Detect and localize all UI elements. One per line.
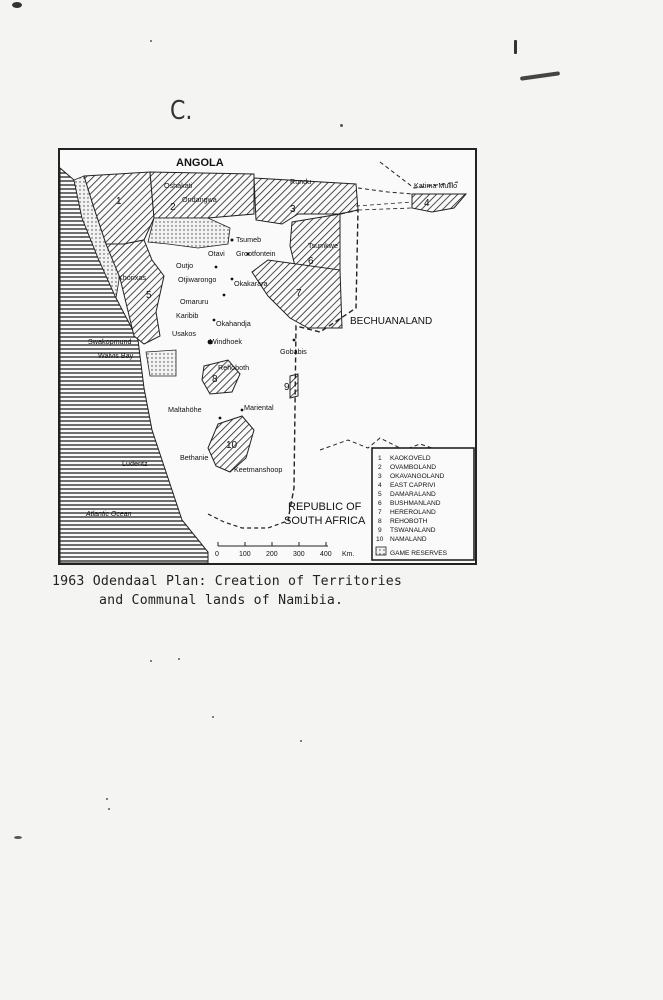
- legend-label-8: REHOBOTH: [390, 518, 428, 525]
- scale-tick-400: 400: [320, 551, 332, 558]
- scan-speck: [212, 716, 214, 718]
- legend-game-reserves: GAME RESERVES: [390, 550, 448, 557]
- scan-speck: [178, 658, 180, 660]
- scan-speck: [150, 660, 152, 662]
- legend-number-3: 3: [378, 473, 382, 480]
- town-karibib: Karibib: [176, 311, 199, 320]
- caption-line-2: and Communal lands of Namibia.: [99, 593, 344, 608]
- legend-number-2: 2: [378, 464, 382, 471]
- section-letter: C.: [169, 96, 193, 126]
- region-number-6: 6: [308, 256, 314, 267]
- region-number-2: 2: [170, 202, 176, 213]
- map-legend: [372, 448, 474, 560]
- town-grootfontein: Grootfontein: [236, 249, 276, 258]
- legend-label-6: BUSHMANLAND: [390, 500, 441, 507]
- legend-number-1: 1: [378, 455, 382, 462]
- scan-speck: [150, 40, 152, 42]
- town-rehoboth: Rehoboth: [218, 363, 250, 372]
- region-number-8: 8: [212, 374, 218, 385]
- region-number-1: 1: [116, 196, 122, 207]
- legend-number-7: 7: [378, 509, 382, 516]
- town-katima-mulilo: Katima Mulilo: [414, 181, 458, 190]
- legend-label-1: KAOKOVELD: [390, 455, 431, 462]
- legend-game-reserve-swatch: [376, 547, 386, 555]
- etosha-game-reserve: [148, 218, 230, 248]
- town-keetmanshoop: Keetmanshoop: [234, 465, 283, 474]
- scale-unit: Km.: [342, 551, 355, 558]
- map-caption: [52, 572, 492, 610]
- legend-label-9: TSWANALAND: [390, 527, 436, 534]
- town-mariental: Mariental: [244, 403, 274, 412]
- legend-label-4: EAST CAPRIVI: [390, 482, 436, 489]
- label-bechuanaland: BECHUANALAND: [350, 316, 433, 327]
- scan-speck: [340, 124, 343, 127]
- town-ondangwa: Ondangwa: [182, 195, 217, 204]
- scale-tick-200: 200: [266, 551, 278, 558]
- scan-speck: [108, 808, 110, 810]
- region-number-3: 3: [290, 204, 296, 215]
- region-number-9: 9: [284, 382, 290, 393]
- scan-speck: [106, 798, 108, 800]
- town-walvis-bay: Walvis Bay: [98, 351, 134, 360]
- town-otavi: Otavi: [208, 249, 225, 258]
- scan-speck: [514, 40, 517, 54]
- label-rsa-line1: REPUBLIC OF: [288, 501, 362, 513]
- town-okakarara: Okakarara: [234, 279, 268, 288]
- legend-number-5: 5: [378, 491, 382, 498]
- label-angola: ANGOLA: [176, 157, 224, 169]
- town-bethanie: Bethanie: [180, 453, 209, 462]
- town-gobabis: Gobabis: [280, 347, 307, 356]
- region-tswanaland: [290, 374, 298, 398]
- region-number-10: 10: [226, 440, 238, 451]
- town-luderitz: Luderitz: [122, 459, 148, 468]
- town-otjiwarongo: Otjiwarongo: [178, 275, 217, 284]
- legend-label-7: HEREROLAND: [390, 509, 436, 516]
- caption-line-1: 1963 Odendaal Plan: Creation of Territories: [52, 574, 403, 589]
- scan-speck: [300, 740, 302, 742]
- scale-tick-100: 100: [239, 551, 251, 558]
- legend-label-2: OVAMBOLAND: [390, 464, 437, 471]
- town-okahandja: Okahandja: [216, 319, 251, 328]
- scale-tick-300: 300: [293, 551, 305, 558]
- town-omaruru: Omaruru: [180, 297, 209, 306]
- town-usakos: Usakos: [172, 329, 196, 338]
- scan-speck: [12, 2, 22, 8]
- town-outjo: Outjo: [176, 261, 194, 270]
- scan-speck: [520, 71, 560, 81]
- town-tsumkwe: Tsumkwe: [308, 241, 338, 250]
- label-rsa-line2: SOUTH AFRICA: [284, 515, 366, 527]
- legend-number-4: 4: [378, 482, 382, 489]
- town-khorixas: Khorixas: [118, 273, 146, 282]
- town-rundu: Rundu: [290, 177, 312, 186]
- town-tsumeb: Tsumeb: [236, 235, 262, 244]
- town-oshakati: Oshakati: [164, 181, 193, 190]
- scan-speck: [14, 836, 22, 839]
- namibia-territories-map: [58, 148, 478, 566]
- town-windhoek: Windhoek: [210, 337, 242, 346]
- region-number-4: 4: [424, 198, 430, 209]
- legend-number-8: 8: [378, 518, 382, 525]
- label-atlantic-ocean: Atlantic Ocean: [86, 511, 132, 518]
- legend-number-10: 10: [376, 536, 384, 543]
- legend-label-3: OKAVANGOLAND: [390, 473, 445, 480]
- town-swakopmund: Swakopmund: [88, 337, 132, 346]
- legend-label-10: NAMALAND: [390, 536, 427, 543]
- walvis-bay-enclave: [146, 350, 176, 376]
- scale-tick-0: 0: [215, 551, 219, 558]
- town-maltahohe: Maltahöhe: [168, 405, 202, 414]
- legend-number-6: 6: [378, 500, 382, 507]
- region-number-7: 7: [296, 288, 302, 299]
- region-number-5: 5: [146, 290, 152, 301]
- legend-number-9: 9: [378, 527, 382, 534]
- legend-label-5: DAMARALAND: [390, 491, 436, 498]
